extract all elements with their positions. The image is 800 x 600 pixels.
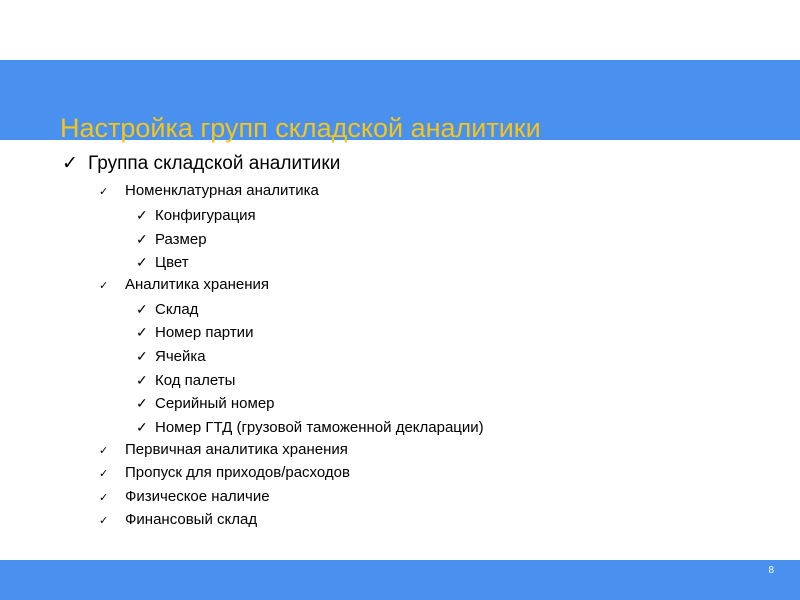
footer-band (0, 560, 800, 600)
bullet-item-pallet-code (136, 370, 235, 391)
bullet-item-storage (99, 275, 269, 296)
checkmark-icon: ✓ (136, 348, 148, 364)
bullet-label: Номер ГТД (грузовой таможенной декларации) (155, 419, 484, 436)
bullet-item-level1 (62, 151, 340, 177)
checkmark-icon: ✓ (99, 515, 109, 527)
checkmark-icon: ✓ (136, 254, 148, 270)
checkmark-icon: ✓ (136, 395, 148, 411)
checkmark-icon: ✓ (136, 324, 148, 340)
checkmark-icon: ✓ (99, 492, 109, 504)
bullet-label: Аналитика хранения (125, 276, 270, 293)
bullet-item-pass (99, 463, 350, 484)
bullet-item-color (136, 252, 189, 273)
page-number: 8 (768, 565, 774, 576)
bullet-item-serial-number (136, 393, 275, 414)
bullet-item-batch-number (136, 322, 253, 343)
bullet-item-size (136, 229, 207, 250)
bullet-item-nomenclature (99, 181, 319, 202)
bullet-label: Группа складской аналитики (88, 153, 341, 174)
bullet-label: Первичная аналитика хранения (125, 441, 348, 458)
bullet-label: Конфигурация (155, 207, 256, 224)
bullet-item-primary-storage (99, 440, 348, 461)
checkmark-icon: ✓ (136, 231, 148, 247)
checkmark-icon: ✓ (99, 186, 109, 198)
bullet-item-cell (136, 346, 206, 367)
bullet-item-financial (99, 510, 257, 531)
checkmark-icon: ✓ (136, 419, 148, 435)
bullet-label: Код палеты (155, 372, 236, 389)
bullet-label: Ячейка (155, 348, 206, 365)
checkmark-icon: ✓ (99, 468, 109, 480)
bullet-label: Финансовый склад (125, 511, 258, 528)
bullet-label: Номер партии (155, 324, 254, 341)
bullet-item-physical (99, 487, 270, 508)
checkmark-icon: ✓ (136, 301, 148, 317)
bullet-label: Серийный номер (155, 395, 275, 412)
bullet-label: Размер (155, 231, 207, 248)
bullet-label: Цвет (155, 254, 189, 271)
checkmark-icon: ✓ (99, 280, 109, 292)
bullet-item-warehouse (136, 299, 198, 320)
bullet-label: Пропуск для приходов/расходов (125, 464, 350, 481)
checkmark-icon: ✓ (99, 445, 109, 457)
checkmark-icon: ✓ (136, 372, 148, 388)
bullet-label: Номенклатурная аналитика (125, 182, 319, 199)
checkmark-icon: ✓ (62, 153, 78, 174)
slide-title: Настройка групп складской аналитики (60, 113, 541, 143)
bullet-item-gtd-number (136, 417, 484, 438)
checkmark-icon: ✓ (136, 207, 148, 223)
bullet-item-configuration (136, 205, 256, 226)
bullet-label: Склад (155, 301, 199, 318)
bullet-label: Физическое наличие (125, 488, 270, 505)
